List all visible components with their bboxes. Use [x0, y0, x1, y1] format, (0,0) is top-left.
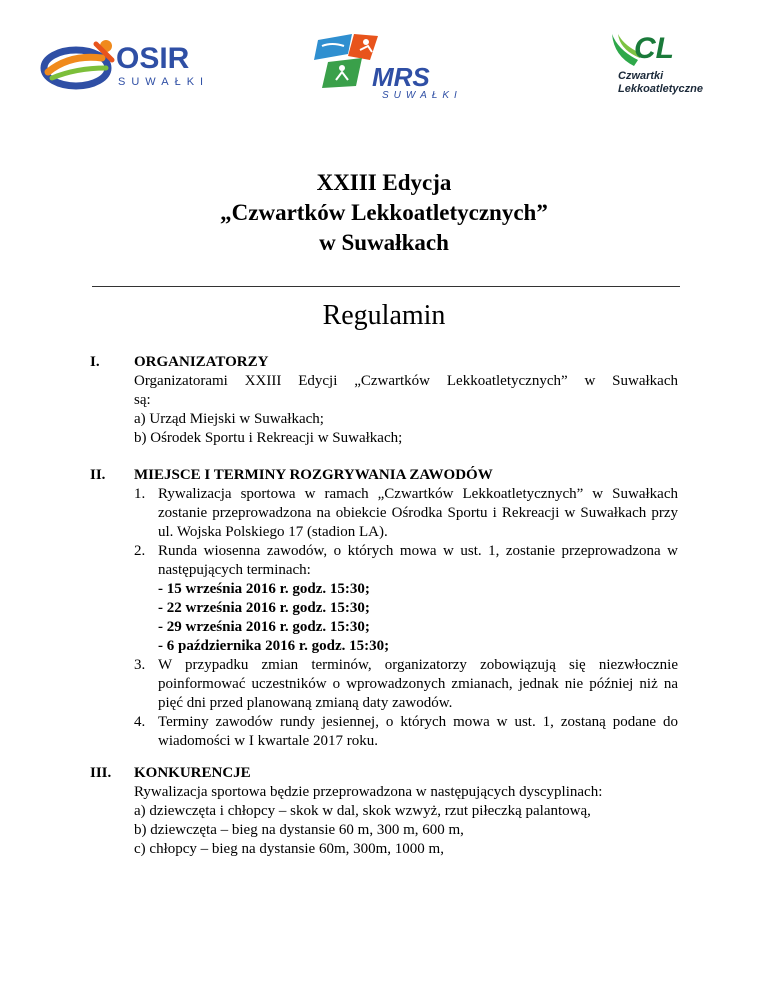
- list-item: [134, 410, 678, 429]
- list-item-mark: 1.: [134, 486, 146, 502]
- section-number: II.: [90, 467, 106, 483]
- section-intro-line-2: są:: [134, 392, 151, 408]
- osir-logo-subtitle: SUWAŁKI: [118, 76, 210, 88]
- cl-logo-word: CL: [634, 32, 674, 65]
- section-intro: Rywalizacja sportowa będzie przeprowadzona w następujących dyscyplinach:: [134, 784, 603, 800]
- list-item-mark: b): [134, 822, 147, 838]
- date-item: - 22 września 2016 r. godz. 15:30;: [158, 600, 370, 616]
- list-item-text: Rywalizacja sportowa w ramach „Czwartków Lekkoatletycznych” w Suwałkach zostanie przeprowadzona na obiekcie Ośrodka Sportu i Rekreacji w Suwałkach przy ul. Wojska Polskiego 17 (stadion LA).: [158, 486, 678, 540]
- title-line-1: XXIII Edycja: [316, 170, 452, 195]
- cl-logo-subtitle-line1: Czwartki: [618, 70, 664, 82]
- list-item-mark: a): [134, 803, 146, 819]
- list-item: [134, 840, 678, 859]
- list-item-mark: c): [134, 841, 146, 857]
- list-item: [134, 713, 678, 751]
- title-line-2: „Czwartków Lekkoatletycznych”: [220, 200, 548, 225]
- list-item: [134, 429, 678, 448]
- date-item: - 15 września 2016 r. godz. 15:30;: [158, 581, 370, 597]
- section-intro-line-1: Organizatorami XXIII Edycji „Czwartków Lekkoatletycznych” w Suwałkach: [134, 373, 678, 389]
- list-item: [134, 656, 678, 713]
- section-number: III.: [90, 765, 112, 781]
- osir-logo-word: OSIR: [116, 42, 190, 75]
- list-item: [134, 485, 678, 542]
- date-item: - 6 października 2016 r. godz. 15:30;: [158, 638, 390, 654]
- list-item-mark: 2.: [134, 543, 146, 559]
- list-item-text: Runda wiosenna zawodów, o których mowa w ust. 1, zostanie przeprowadzona w następujących terminach:: [158, 543, 678, 578]
- list-item-text: Urząd Miejski w Suwałkach;: [149, 411, 324, 427]
- cl-logo-subtitle-line2: Lekkoatletyczne: [618, 83, 703, 95]
- list-item-text: W przypadku zmian terminów, organizatorzy zobowiązują się niezwłocznie poinformować uczestników o wprowadzonych zmianach, jednak nie później niż na pięć dni przed planowaną zmianą daty zawodów.: [158, 657, 678, 711]
- section-heading: KONKURENCJE: [134, 765, 251, 781]
- title-divider: [92, 286, 680, 287]
- title-line-3: w Suwałkach: [319, 230, 449, 255]
- mrs-logo-word: MRS: [372, 62, 430, 92]
- list-item-text: Ośrodek Sportu i Rekreacji w Suwałkach;: [150, 430, 403, 446]
- osir-logo: [40, 34, 210, 94]
- list-item-mark: 4.: [134, 714, 146, 730]
- document-title: [0, 168, 768, 258]
- mrs-logo: [312, 30, 462, 110]
- list-item-mark: b): [134, 430, 147, 446]
- list-item: [134, 821, 678, 840]
- list-item-mark: a): [134, 411, 146, 427]
- list-item-text: dziewczęta – bieg na dystansie 60 m, 300 m, 600 m,: [150, 822, 464, 838]
- list-item: [134, 802, 678, 821]
- list-item-text: dziewczęta i chłopcy – skok w dal, skok wzwyż, rzut piłeczką palantową,: [149, 803, 591, 819]
- section-heading: MIEJSCE I TERMINY ROZGRYWANIA ZAWODÓW: [134, 467, 493, 483]
- date-item: - 29 września 2016 r. godz. 15:30;: [158, 619, 370, 635]
- osir-swoosh-icon: [40, 34, 120, 94]
- document-heading: Regulamin: [322, 300, 446, 331]
- list-item-text: chłopcy – bieg na dystansie 60m, 300m, 1000 m,: [149, 841, 444, 857]
- cl-logo: [608, 28, 738, 98]
- section-number: I.: [90, 354, 100, 370]
- list-item-text: Terminy zawodów rundy jesiennej, o których mowa w ust. 1, zostaną podane do wiadomości w I kwartale 2017 roku.: [158, 714, 678, 749]
- mrs-logo-subtitle: SUWAŁKI: [382, 90, 462, 101]
- list-item: [134, 542, 678, 656]
- section-heading: ORGANIZATORZY: [134, 354, 269, 370]
- list-item-mark: 3.: [134, 657, 146, 673]
